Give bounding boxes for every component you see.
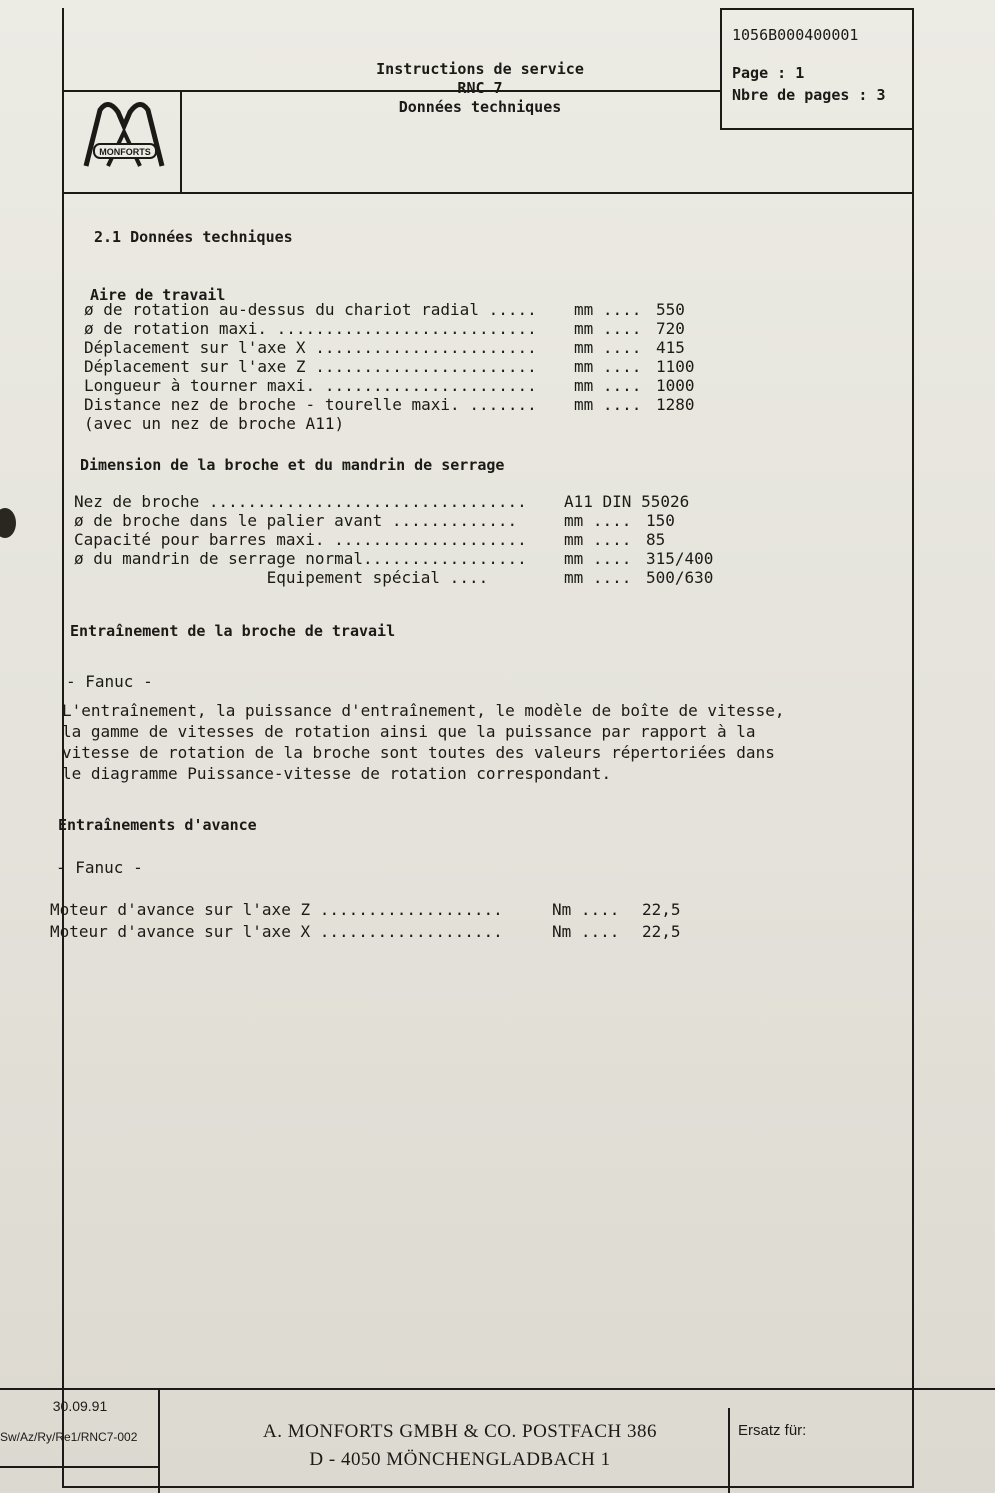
doc-number: 1056B000400001 — [732, 26, 859, 44]
footer-top-rule — [0, 1388, 995, 1390]
table-row: Déplacement sur l'axe X ....................... mm .... 415 — [84, 338, 685, 357]
footer-date: 30.09.91 — [52, 1398, 108, 1414]
drive-subheading: - Fanuc - — [66, 672, 153, 691]
header-right-top-rule — [720, 8, 912, 10]
work-area-heading: Aire de travail — [90, 286, 226, 304]
binder-hole — [0, 508, 16, 538]
drive-paragraph: L'entraînement, la puissance d'entraînement, le modèle de boîte de vitesse, la gamme de vitesses de rotation ainsi que la puissance par rapport à la vitesse de rotation de la broche sont toutes des valeurs répertoriées dans le diagramme Puissance-vitesse de rotation correspondant. — [62, 701, 785, 783]
footer-replaces: Ersatz für: — [738, 1422, 807, 1439]
table-row: Capacité pour barres maxi. .................... mm .... 85 — [74, 530, 666, 549]
logo-text: MONFORTS — [99, 147, 151, 157]
company-line-1: A. MONFORTS GMBH & CO. POSTFACH 386 — [263, 1421, 657, 1442]
header-divider-right — [720, 8, 722, 130]
table-row: Distance nez de broche - tourelle maxi. ....... mm .... 1280 — [84, 395, 695, 414]
footer-divider-right — [728, 1408, 730, 1493]
header-meta — [732, 26, 886, 124]
title-line-3: Données techniques — [398, 98, 562, 116]
feed-table — [50, 900, 830, 944]
table-row: Moteur d'avance sur l'axe X ................... Nm .... 22,5 — [50, 922, 681, 941]
table-row: Longueur à tourner maxi. ...................... mm .... 1000 — [84, 376, 695, 395]
header-title — [330, 60, 630, 117]
work-area-table — [84, 300, 844, 433]
table-row: Equipement spécial .... mm .... 500/630 — [74, 568, 714, 587]
feed-subheading: - Fanuc - — [56, 858, 143, 877]
page-number: Page : 1 — [732, 64, 805, 82]
feed-heading: Entraînements d'avance — [58, 816, 257, 834]
header-divider-left — [180, 90, 182, 194]
title-line-2: RNC 7 — [457, 79, 503, 97]
title-line-1: Instructions de service — [376, 60, 584, 78]
section-title: 2.1 Données techniques — [94, 228, 293, 246]
page-count: Nbre de pages : 3 — [732, 86, 886, 104]
table-row: ø de rotation au-dessus du chariot radial ..... mm .... 550 — [84, 300, 685, 319]
table-row: Déplacement sur l'axe Z ....................... mm .... 1100 — [84, 357, 695, 376]
footer-left — [0, 1398, 160, 1444]
footer-company — [200, 1418, 720, 1474]
spindle-heading: Dimension de la broche et du mandrin de serrage — [80, 456, 505, 474]
monforts-logo — [78, 96, 170, 178]
drive-heading: Entraînement de la broche de travail — [70, 622, 396, 640]
spindle-table — [74, 492, 844, 587]
company-line-2: D - 4050 MÖNCHENGLADBACH 1 — [309, 1449, 611, 1470]
header-right-bottom-rule — [720, 128, 912, 130]
table-row: ø de broche dans le palier avant ............. mm .... 150 — [74, 511, 675, 530]
header-bottom-rule — [62, 192, 912, 194]
table-row: Nez de broche ................................. A11 DIN 55026 — [74, 492, 690, 511]
table-row: Moteur d'avance sur l'axe Z ................... Nm .... 22,5 — [50, 900, 681, 919]
table-note: (avec un nez de broche A11) — [84, 414, 345, 433]
table-row: ø du mandrin de serrage normal................. mm .... 315/400 — [74, 549, 714, 568]
table-row: ø de rotation maxi. ........................... mm .... 720 — [84, 319, 685, 338]
footer-ref: Sw/Az/Ry/Re1/RNC7-002 — [0, 1430, 138, 1444]
footer-left-rule — [0, 1466, 158, 1468]
